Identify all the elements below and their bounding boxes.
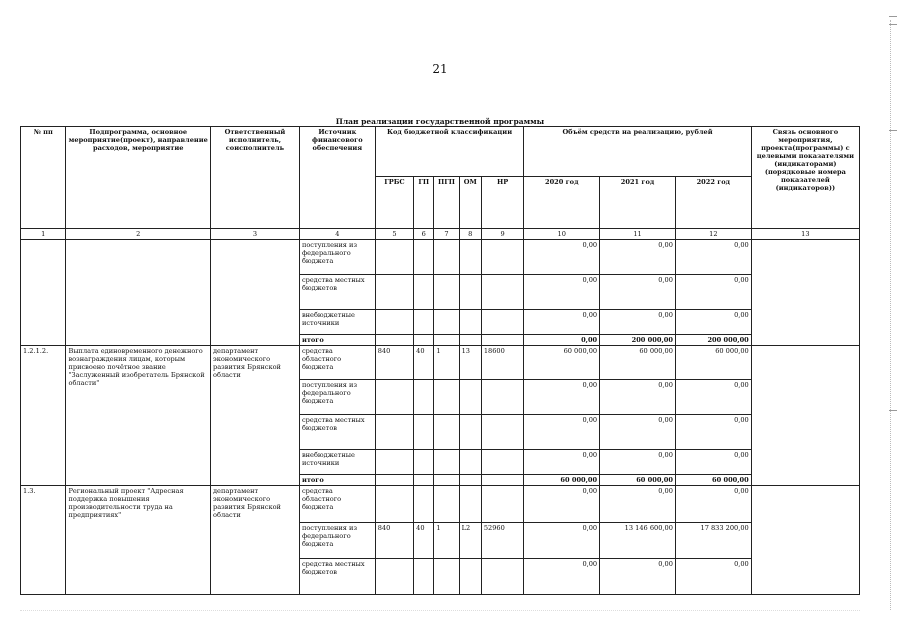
col-number: 7 — [434, 229, 459, 240]
cell-2020: 0,00 — [524, 275, 600, 310]
table-row — [21, 486, 860, 523]
cell-source: поступления из федерального бюджета — [299, 380, 375, 415]
cell-executor: департамент экономического развития Брянской области — [211, 346, 300, 486]
cell-2020: 0,00 — [524, 559, 600, 595]
cell-nr: 18600 — [481, 346, 523, 380]
cell-2022: 0,00 — [675, 275, 751, 310]
cell-source: средства областного бюджета — [299, 346, 375, 380]
cell-2021: 0,00 — [600, 275, 676, 310]
header-nr: НР — [481, 177, 523, 229]
cell-2022: 17 833 200,00 — [675, 523, 751, 559]
scan-edge-marks — [885, 10, 899, 610]
header-gp: ГП — [414, 177, 434, 229]
cell-source: средства местных бюджетов — [299, 275, 375, 310]
cell-grbs: 840 — [375, 523, 413, 559]
cell-nr: 52960 — [481, 523, 523, 559]
cell-pgp: 1 — [434, 523, 459, 559]
cell-source: внебюджетные источники — [299, 450, 375, 475]
header-budget-code: Код бюджетной классификации — [375, 127, 524, 177]
header-grbs: ГРБС — [375, 177, 413, 229]
table-title: План реализации государственной программы — [335, 117, 545, 126]
cell-source: средства местных бюджетов — [299, 559, 375, 595]
cell-num: 1.3. — [21, 486, 66, 595]
cell-gp: 40 — [414, 346, 434, 380]
col-number: 3 — [211, 229, 300, 240]
header-link: Связь основного мероприятия, проекта(программы) с целевыми показателями (индикаторами) (порядковые номера показателей (индикаторов)) — [751, 127, 859, 229]
cell-executor: департамент экономического развития Брянской области — [211, 486, 300, 595]
cell-name: Выплата единовременного денежного вознаграждения лицам, которым присвоено почётное звание "Заслуженный изобретатель Брянской области" — [66, 346, 211, 486]
cell-2021: 0,00 — [600, 380, 676, 415]
plan-table — [20, 126, 860, 595]
cell-2021: 0,00 — [600, 310, 676, 335]
table-row — [21, 346, 860, 380]
cell-source: средства областного бюджета — [299, 486, 375, 523]
cell-2021: 0,00 — [600, 486, 676, 523]
col-number: 6 — [414, 229, 434, 240]
cell-name — [66, 240, 211, 346]
cell-gp: 40 — [414, 523, 434, 559]
cell-2020: 0,00 — [524, 380, 600, 415]
cell-2020: 0,00 — [524, 415, 600, 450]
cell-2020: 0,00 — [524, 240, 600, 275]
cell-2022: 0,00 — [675, 240, 751, 275]
cell-link — [751, 240, 859, 346]
cell-2022: 0,00 — [675, 559, 751, 595]
header-source: Источник финансового обеспечения — [299, 127, 375, 229]
cell-link — [751, 486, 859, 595]
cell-2020: 0,00 — [524, 486, 600, 523]
header-2022: 2022 год — [675, 177, 751, 229]
cell-2022: 60 000,00 — [675, 475, 751, 486]
cell-2021: 0,00 — [600, 415, 676, 450]
cell-2021: 0,00 — [600, 450, 676, 475]
cell-2021: 0,00 — [600, 559, 676, 595]
col-number: 4 — [299, 229, 375, 240]
header-num: № пп — [21, 127, 66, 229]
header-om: ОМ — [459, 177, 481, 229]
cell-2022: 0,00 — [675, 380, 751, 415]
col-number: 9 — [481, 229, 523, 240]
cell-2020: 0,00 — [524, 335, 600, 346]
cell-2021: 60 000,00 — [600, 475, 676, 486]
page-number: 21 — [432, 62, 448, 76]
cell-source: средства местных бюджетов — [299, 415, 375, 450]
cell-source: внебюджетные источники — [299, 310, 375, 335]
header-executor: Ответственный исполнитель, соисполнитель — [211, 127, 300, 229]
cell-om: L2 — [459, 523, 481, 559]
cell-grbs: 840 — [375, 346, 413, 380]
cell-2020: 60 000,00 — [524, 475, 600, 486]
col-number: 10 — [524, 229, 600, 240]
cell-2021: 200 000,00 — [600, 335, 676, 346]
header-volume: Объём средств на реализацию, рублей — [524, 127, 751, 177]
col-number: 8 — [459, 229, 481, 240]
cell-2022: 0,00 — [675, 415, 751, 450]
cell-link — [751, 346, 859, 486]
col-number: 5 — [375, 229, 413, 240]
header-subprogram: Подпрограмма, основное мероприятие(проект), направление расходов, мероприятие — [66, 127, 211, 229]
header-2021: 2021 год — [600, 177, 676, 229]
cell-source: итого — [299, 335, 375, 346]
scan-bottom-dots — [20, 610, 860, 612]
cell-2022: 0,00 — [675, 310, 751, 335]
header-2020: 2020 год — [524, 177, 600, 229]
cell-2022: 0,00 — [675, 450, 751, 475]
cell-2020: 60 000,00 — [524, 346, 600, 380]
cell-source: поступления из федерального бюджета — [299, 240, 375, 275]
header-pgp: ПГП — [434, 177, 459, 229]
cell-2021: 60 000,00 — [600, 346, 676, 380]
cell-om: 13 — [459, 346, 481, 380]
cell-source: поступления из федерального бюджета — [299, 523, 375, 559]
table-row — [21, 240, 860, 275]
cell-2022: 200 000,00 — [675, 335, 751, 346]
cell-2020: 0,00 — [524, 450, 600, 475]
cell-num — [21, 240, 66, 346]
cell-name: Региональный проект "Адресная поддержка повышения производительности труда на предприятиях" — [66, 486, 211, 595]
cell-source: итого — [299, 475, 375, 486]
cell-2020: 0,00 — [524, 310, 600, 335]
cell-executor — [211, 240, 300, 346]
cell-2021: 13 146 600,00 — [600, 523, 676, 559]
cell-2021: 0,00 — [600, 240, 676, 275]
cell-num: 1.2.1.2. — [21, 346, 66, 486]
col-number: 1 — [21, 229, 66, 240]
cell-2022: 0,00 — [675, 486, 751, 523]
cell-pgp: 1 — [434, 346, 459, 380]
cell-2020: 0,00 — [524, 523, 600, 559]
col-number: 11 — [600, 229, 676, 240]
col-number: 12 — [675, 229, 751, 240]
col-number: 2 — [66, 229, 211, 240]
col-number: 13 — [751, 229, 859, 240]
cell-2022: 60 000,00 — [675, 346, 751, 380]
